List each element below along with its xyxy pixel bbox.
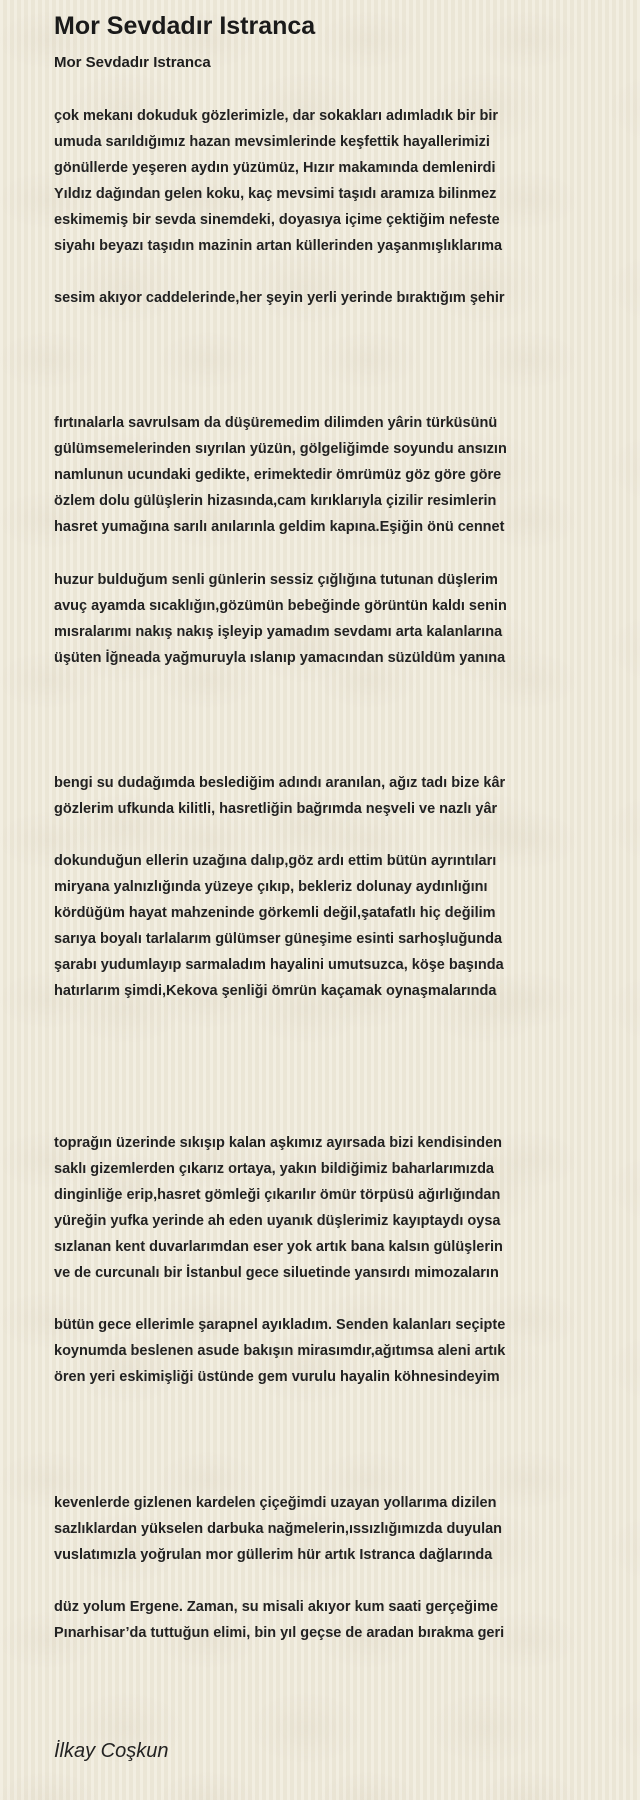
poem-line: üşüten İğneada yağmuruyla ıslanıp yamacından süzüldüm yanına: [54, 650, 506, 666]
poem-line: dokunduğun ellerin uzağına dalıp,göz ardı ettim bütün ayrıntıları: [54, 853, 497, 869]
poem-line: ve de curcunalı bir İstanbul gece siluetinde yansırdı mimozaların: [54, 1265, 499, 1281]
poem-line: siyahı beyazı taşıdın mazinin artan küllerinden yaşanmışlıklarıma: [54, 238, 503, 254]
poem-line: kördüğüm hayat mahzeninde görkemli değil,şatafatlı hiç değilim: [54, 905, 496, 921]
poem-line: sarıya boyalı tarlalarım gülümser güneşime esinti sarhoşluğunda: [54, 931, 503, 947]
poem-line: eskimemiş bir sevda sinemdeki, doyasıya içime çektiğim nefeste: [54, 212, 500, 228]
poem-line: avuç ayamda sıcaklığın,gözümün bebeğinde görüntün kaldı senin: [54, 598, 507, 614]
poem-line: çok mekanı dokuduk gözlerimizle, dar sokakları adımladık bir bir: [54, 108, 499, 124]
poem-line: özlem dolu gülüşlerin hizasında,cam kırıklarıyla çizilir resimlerin: [54, 493, 497, 509]
poem-line: gözlerim ufkunda kilitli, hasretliğin bağrımda neşveli ve nazlı yâr: [54, 801, 498, 817]
poem-title: Mor Sevdadır Istranca: [54, 12, 316, 40]
poem-line: düz yolum Ergene. Zaman, su misali akıyor kum saati gerçeğime: [54, 1599, 499, 1615]
poem-line: saklı gizemlerden çıkarız ortaya, yakın bildiğimiz baharlarımızda: [54, 1161, 494, 1177]
poem-line: sazlıklardan yükselen darbuka nağmelerin,ıssızlığımızda duyulan: [54, 1521, 503, 1537]
poem-line: dinginliğe erip,hasret gömleği çıkarılır ömür törpüsü ağırlığından: [54, 1187, 501, 1203]
poem-line: koynumda beslenen asude bakışın mirasımdır,ağıtımsa aleni artık: [54, 1343, 506, 1359]
poem-line: mısralarımı nakış nakış işleyip yamadım sevdamı arta kalanlarına: [54, 624, 503, 640]
poem-line: sesim akıyor caddelerinde,her şeyin yerli yerinde bıraktığım şehir: [54, 290, 505, 306]
poem-line: umuda sarıldığımız hazan mevsimlerinde keşfettik hayallerimizi: [54, 134, 490, 150]
poem-line: gönüllerde yeşeren aydın yüzümüz, Hızır makamında demlenirdi: [54, 160, 496, 176]
poem-line: şarabı yudumlayıp sarmaladım hayalini umutsuzca, köşe başında: [54, 957, 504, 973]
poem-line: namlunun ucundaki gedikte, erimektedir ömrümüz göz göre göre: [54, 467, 502, 483]
poem-line: gülümsemelerinden sıyrılan yüzün, gölgeliğimde soyundu ansızın: [54, 441, 507, 457]
poem-line: kevenlerde gizlenen kardelen çiçeğimdi uzayan yollarıma dizilen: [54, 1495, 497, 1511]
poem-line: Pınarhisar’da tuttuğun elimi, bin yıl geçse de aradan bırakma geri: [54, 1625, 505, 1641]
poem-line: Yıldız dağından gelen koku, kaç mevsimi taşıdı aramıza bilinmez: [54, 186, 497, 202]
poem-line: fırtınalarla savrulsam da düşüremedim dilimden yârin türküsünü: [54, 415, 498, 431]
poem-line: huzur bulduğum senli günlerin sessiz çığlığına tutunan düşlerim: [54, 572, 498, 588]
poem-line: hasret yumağına sarılı anılarınla geldim kapına.Eşiğin önü cennet: [54, 519, 505, 535]
poem-line: yüreğin yufka yerinde ah eden uyanık düşlerimiz kayıptaydı oysa: [54, 1213, 501, 1229]
poem-line: vuslatımızla yoğrulan mor güllerim hür artık Istranca dağlarında: [54, 1547, 493, 1563]
poem-subtitle: Mor Sevdadır Istranca: [54, 54, 211, 71]
poem-line: toprağın üzerinde sıkışıp kalan aşkımız ayırsada bizi kendisinden: [54, 1135, 503, 1151]
poem-line: ören yeri eskimişliği üstünde gem vurulu hayalin köhnesindeyim: [54, 1369, 500, 1385]
poem-line: bütün gece ellerimle şarapnel ayıkladım. Senden kalanları seçipte: [54, 1317, 506, 1333]
poem-line: miryana yalnızlığında yüzeye çıkıp, bekleriz dolunay aydınlığını: [54, 879, 488, 895]
poem-line: bengi su dudağımda beslediğim adındı aranılan, ağız tadı bize kâr: [54, 775, 506, 791]
poem-author: İlkay Coşkun: [54, 1740, 169, 1762]
poem-line: hatırlarım şimdi,Kekova şenliği ömrün kaçamak oynaşmalarında: [54, 983, 497, 999]
poem-line: sızlanan kent duvarlarımdan eser yok artık bana kalsın gülüşlerin: [54, 1239, 503, 1255]
